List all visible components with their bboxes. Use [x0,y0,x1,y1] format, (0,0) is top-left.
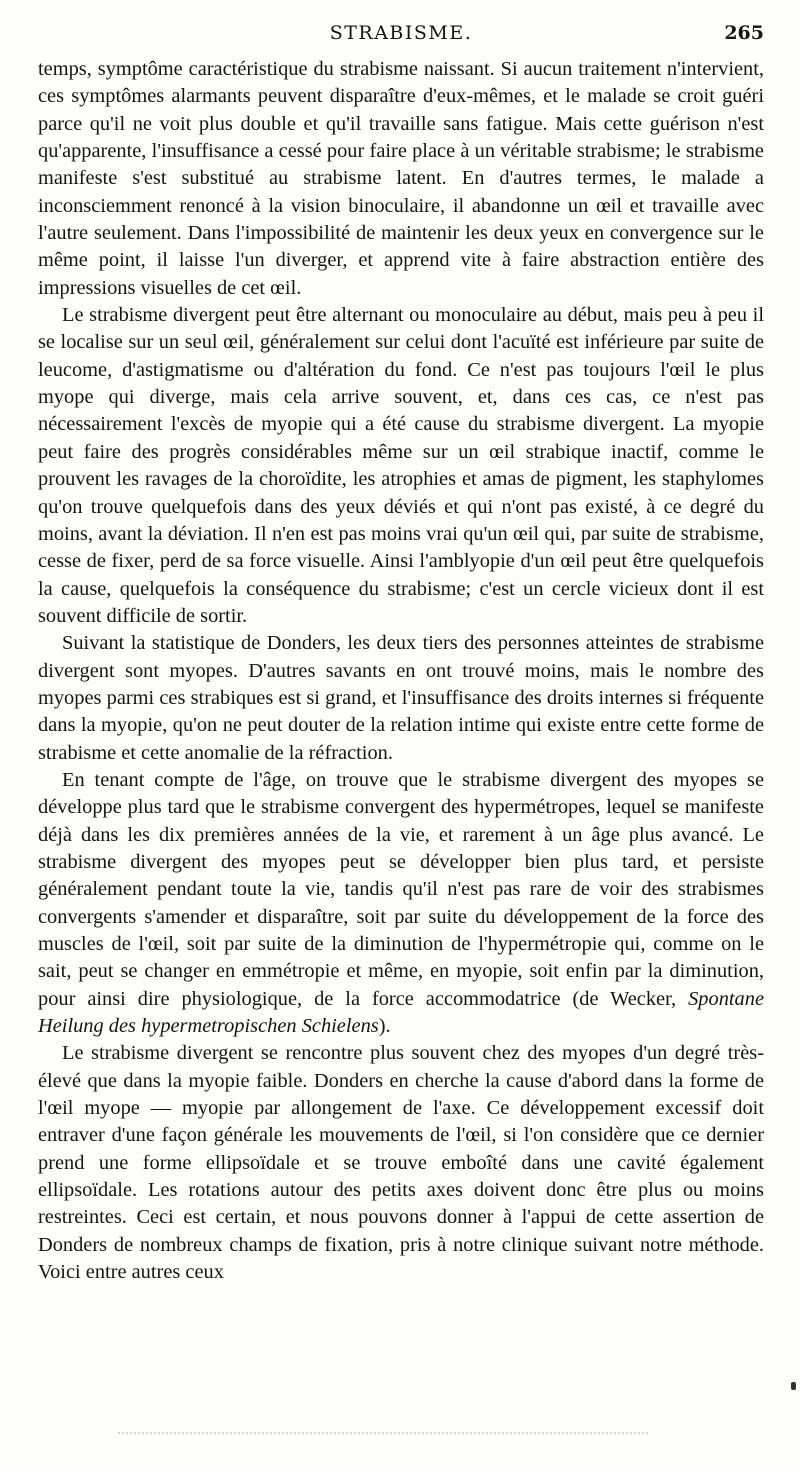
paragraph-high-myopia: Le strabisme divergent se rencontre plus souvent chez des myopes d'un degré très-élevé que dans la myopie faible. Donders en cherche la cause d'abord dans la forme de l'œil myope — myopie par allongement de l'axe. Ce développement excessif doit entraver d'une façon générale les mouvements de l'œil, si l'on considère que ce dernier prend une forme ellipsoïdale et se trouve emboîté dans une cavité également ellipsoïdale. Les rotations autour des petits axes doivent donc être plus ou moins restreintes. Ceci est certain, et nous pouvons donner à l'appui de cette assertion de Donders de nombreux champs de fixation, pris à notre clinique suivant notre méthode. Voici entre autres ceux [38,1042,764,1284]
citation-title: Spontane Heilung des hypermetropischen Schielens [38,987,764,1038]
paragraph-age-end: ). [378,1015,391,1038]
body-text [38,56,764,1286]
scan-artifact-mark [791,1382,796,1390]
paragraph-donders-statistics: Suivant la statistique de Donders, les deux tiers des personnes atteintes de strabisme divergent sont myopes. D'autres savants en ont trouvé moins, mais le nombre des myopes parmi ces strabiques est si grand, et l'insuffisance des droits internes si fréquente dans la myopie, qu'on ne peut douter de la relation intime qui existe entre cette forme de strabisme et cette anomalie de la réfraction. [38,632,764,764]
paragraph-age [38,767,764,1040]
scan-artifact-line [118,1432,648,1444]
running-title: STRABISME. [329,22,473,44]
paragraph-continuation: temps, symptôme caractéristique du strabisme naissant. Si aucun traitement n'intervient, ces symptômes alarmants peuvent disparaître d'eux-mêmes, et le malade se croit guéri parce qu'il ne voit plus double et qu'il travaille sans fatigue. Mais cette guérison n'est qu'apparente, l'insuffisance a cessé pour faire place à un véritable strabisme; le strabisme manifeste s'est substitué au strabisme latent. En d'autres termes, le malade a inconsciemment renoncé à la vision binoculaire, il abandonne un œil et travaille avec l'autre seulement. Dans l'impossibilité de maintenir les deux yeux en convergence sur le même point, il laisse l'un diverger, et apprend vite à faire abstraction entière des impressions visuelles de cet œil. [38,58,764,299]
paragraph-divergent-strabismus: Le strabisme divergent peut être alternant ou monoculaire au début, mais peu à peu il se localise sur un seul œil, généralement sur celui dont l'acuïté est inférieure par suite de leucome, d'astigmatisme ou d'altération du fond. Ce n'est pas toujours l'œil le plus myope qui diverge, mais cela arrive souvent, et, dans ces cas, ce n'est pas nécessairement l'excès de myopie qui a été cause du strabisme divergent. La myopie peut faire des progrès considérables même sur un œil strabique inactif, comme le prouvent les ravages de la choroïdite, les atrophies et amas de pigment, les staphylomes qu'on trouve quelquefois dans des yeux déviés et qui n'ont pas existé, à ce degré du moins, avant la déviation. Il n'en est pas moins vrai qu'un œil qui, par suite de strabisme, cesse de fixer, perd de sa force visuelle. Ainsi l'amblyopie d'un œil peut être quelquefois la cause, quelquefois la conséquence du strabisme; c'est un cercle vicieux dont il est souvent difficile de sortir. [38,304,764,627]
paragraph-age-text: En tenant compte de l'âge, on trouve que le strabisme divergent des myopes se développe plus tard que le strabisme convergent des hypermétropes, lequel se manifeste déjà dans les dix premières années de la vie, et rarement à un âge plus avancé. Le strabisme divergent des myopes peut se développer bien plus tard, et persiste généralement pendant toute la vie, tandis qu'il n'est pas rare de voir des strabismes convergents s'amender et disparaître, soit par suite du développement de la force des muscles de l'œil, soit par suite de la diminution de l'hypermétropie qui, comme on le sait, peut se changer en emmétropie et même, en myopie, soit enfin par la diminution, pour ainsi dire physiologique, de la force accommodatrice (de Wecker, [38,768,764,1010]
page-number: 265 [724,22,764,44]
page-header [38,18,764,48]
